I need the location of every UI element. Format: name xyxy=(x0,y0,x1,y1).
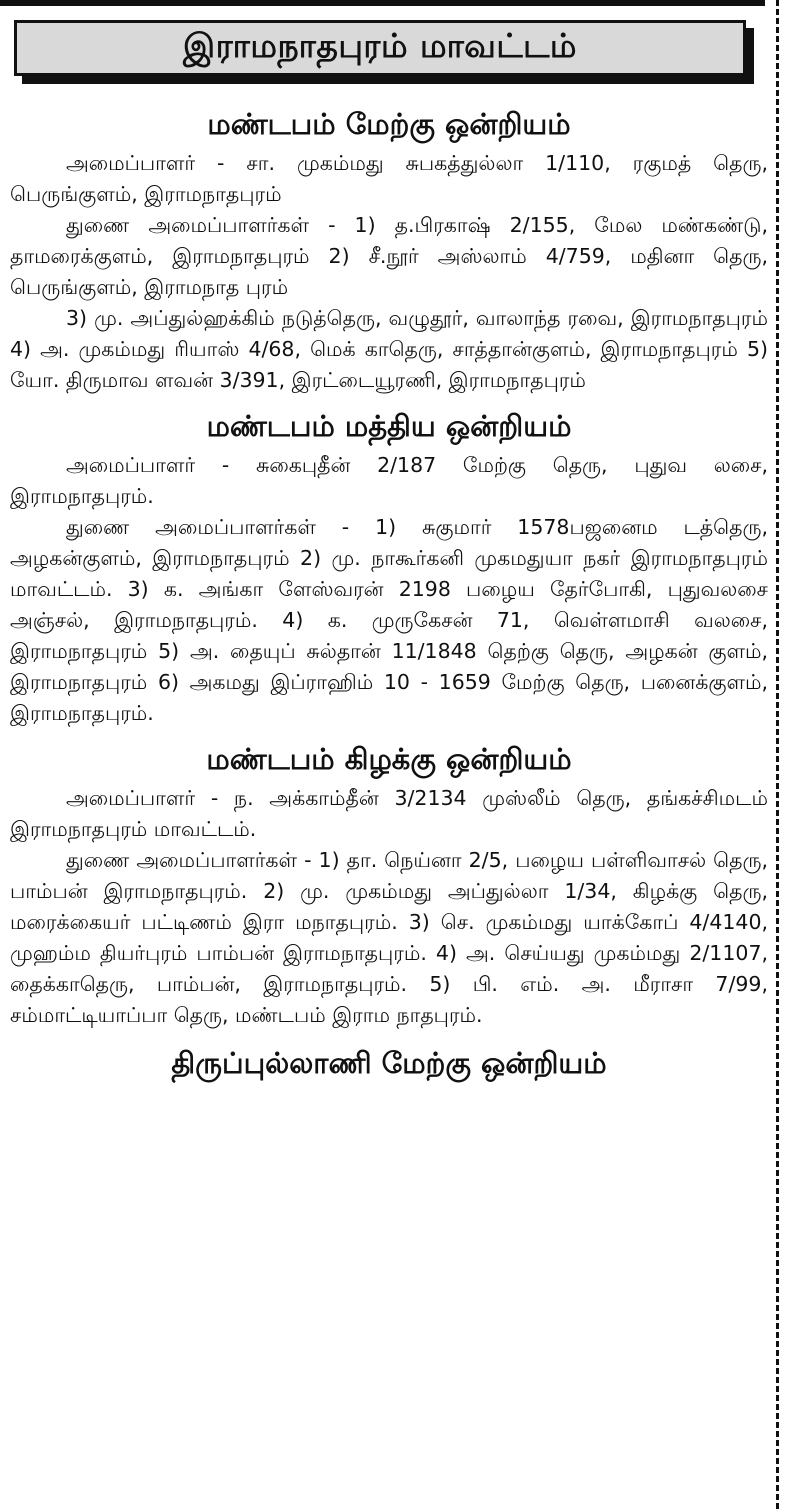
section-heading: மண்டபம் மத்திய ஒன்றியம் xyxy=(206,409,572,443)
section-mandapam-west xyxy=(10,102,768,396)
next-section-heading: திருப்புல்லாணி மேற்கு ஒன்றியம் xyxy=(171,1046,607,1080)
deputy-organizers-paragraph: துணை அமைப்பாளர்கள் - 1) தா. நெய்னா 2/5, பழைய பள்ளிவாசல் தெரு, பாம்பன் இராமநாதபுரம். 2) மு. முகம்மது அப்துல்லா 1/34, கிழக்கு தெரு, மரைக்கையர் பட்டிணம் இரா மநாதபுரம். 3) செ. முகம்மது யாக்கோப் 4/4140, முஹம்ம தியர்புரம் பாம்பன் இராமநாதபுரம். 4) அ. செய்யது முகம்மது 2/1107, தைக்காதெரு, பாம்பன், இராமநாதபுரம். 5) பி. எம். அ. மீராசா 7/99, சம்மாட்டியாப்பா தெரு, மண்டபம் இராம நாதபுரம். xyxy=(10,848,768,1027)
article xyxy=(10,20,768,1087)
organizer-paragraph: அமைப்பாளர் - சுகைபுதீன் 2/187 மேற்கு தெரு, புதுவ லசை, இராமநாதபுரம். xyxy=(10,453,768,508)
column-divider xyxy=(776,0,779,1509)
district-title: இராமநாதபுரம் மாவட்டம் xyxy=(14,20,746,76)
deputy-organizers-paragraph: துணை அமைப்பாளர்கள் - 1) சுகுமார் 1578பஜனைம டத்தெரு, அழகன்குளம், இராமநாதபுரம் 2) மு. நாகூர்கனி முகமதுயா நகர் இராமநாதபுரம் மாவட்டம். 3) க. அங்கா ளேஸ்வரன் 2198 பழைய தேர்போகி, புதுவலசை அஞ்சல், இராமநாதபுரம். 4) க. முருகேசன் 71, வெள்ளமாசி வலசை, இராமநாதபுரம் 5) அ. தையுப் சுல்தான் 11/1848 தெற்கு தெரு, அழகன் குளம், இராமநாதபுரம் 6) அகமது இப்ராஹிம் 10 - 1659 மேற்கு தெரு, பனைக்குளம், இராமநாதபுரம். xyxy=(10,515,768,725)
deputy-organizers-continued-paragraph: 3) மு. அப்துல்ஹக்கிம் நடுத்தெரு, வழுதூர், வாலாந்த ரவை, இராமநாதபுரம் 4) அ. முகம்மது ரியாஸ் 4/68, மெக் காதெரு, சாத்தான்குளம், இராமநாதபுரம் 5) யோ. திருமாவ ளவன் 3/391, இரட்டையூரணி, இராமநாதபுரம் xyxy=(10,306,768,392)
section-heading: மண்டபம் மேற்கு ஒன்றியம் xyxy=(207,107,571,141)
deputy-organizers-paragraph: துணை அமைப்பாளர்கள் - 1) த.பிரகாஷ் 2/155, மேல மண்கண்டு, தாமரைக்குளம், இராமநாதபுரம் 2) சீ.நூர் அஸ்லாம் 4/759, மதினா தெரு, பெருங்குளம், இராமநாத புரம் xyxy=(10,213,768,299)
section-heading: மண்டபம் கிழக்கு ஒன்றியம் xyxy=(206,742,572,776)
organizer-paragraph: அமைப்பாளர் - சா. முகம்மது சுபகத்துல்லா 1/110, ரகுமத் தெரு, பெருங்குளம், இராமநாதபுரம் xyxy=(10,151,768,206)
section-mandapam-central xyxy=(10,404,768,729)
district-banner xyxy=(14,20,754,84)
top-rule xyxy=(0,0,765,6)
organizer-paragraph: அமைப்பாளர் - ந. அக்காம்தீன் 3/2134 முஸ்லீம் தெரு, தங்கச்சிமடம் இராமநாதபுரம் மாவட்டம். xyxy=(10,786,768,841)
section-mandapam-east xyxy=(10,737,768,1031)
